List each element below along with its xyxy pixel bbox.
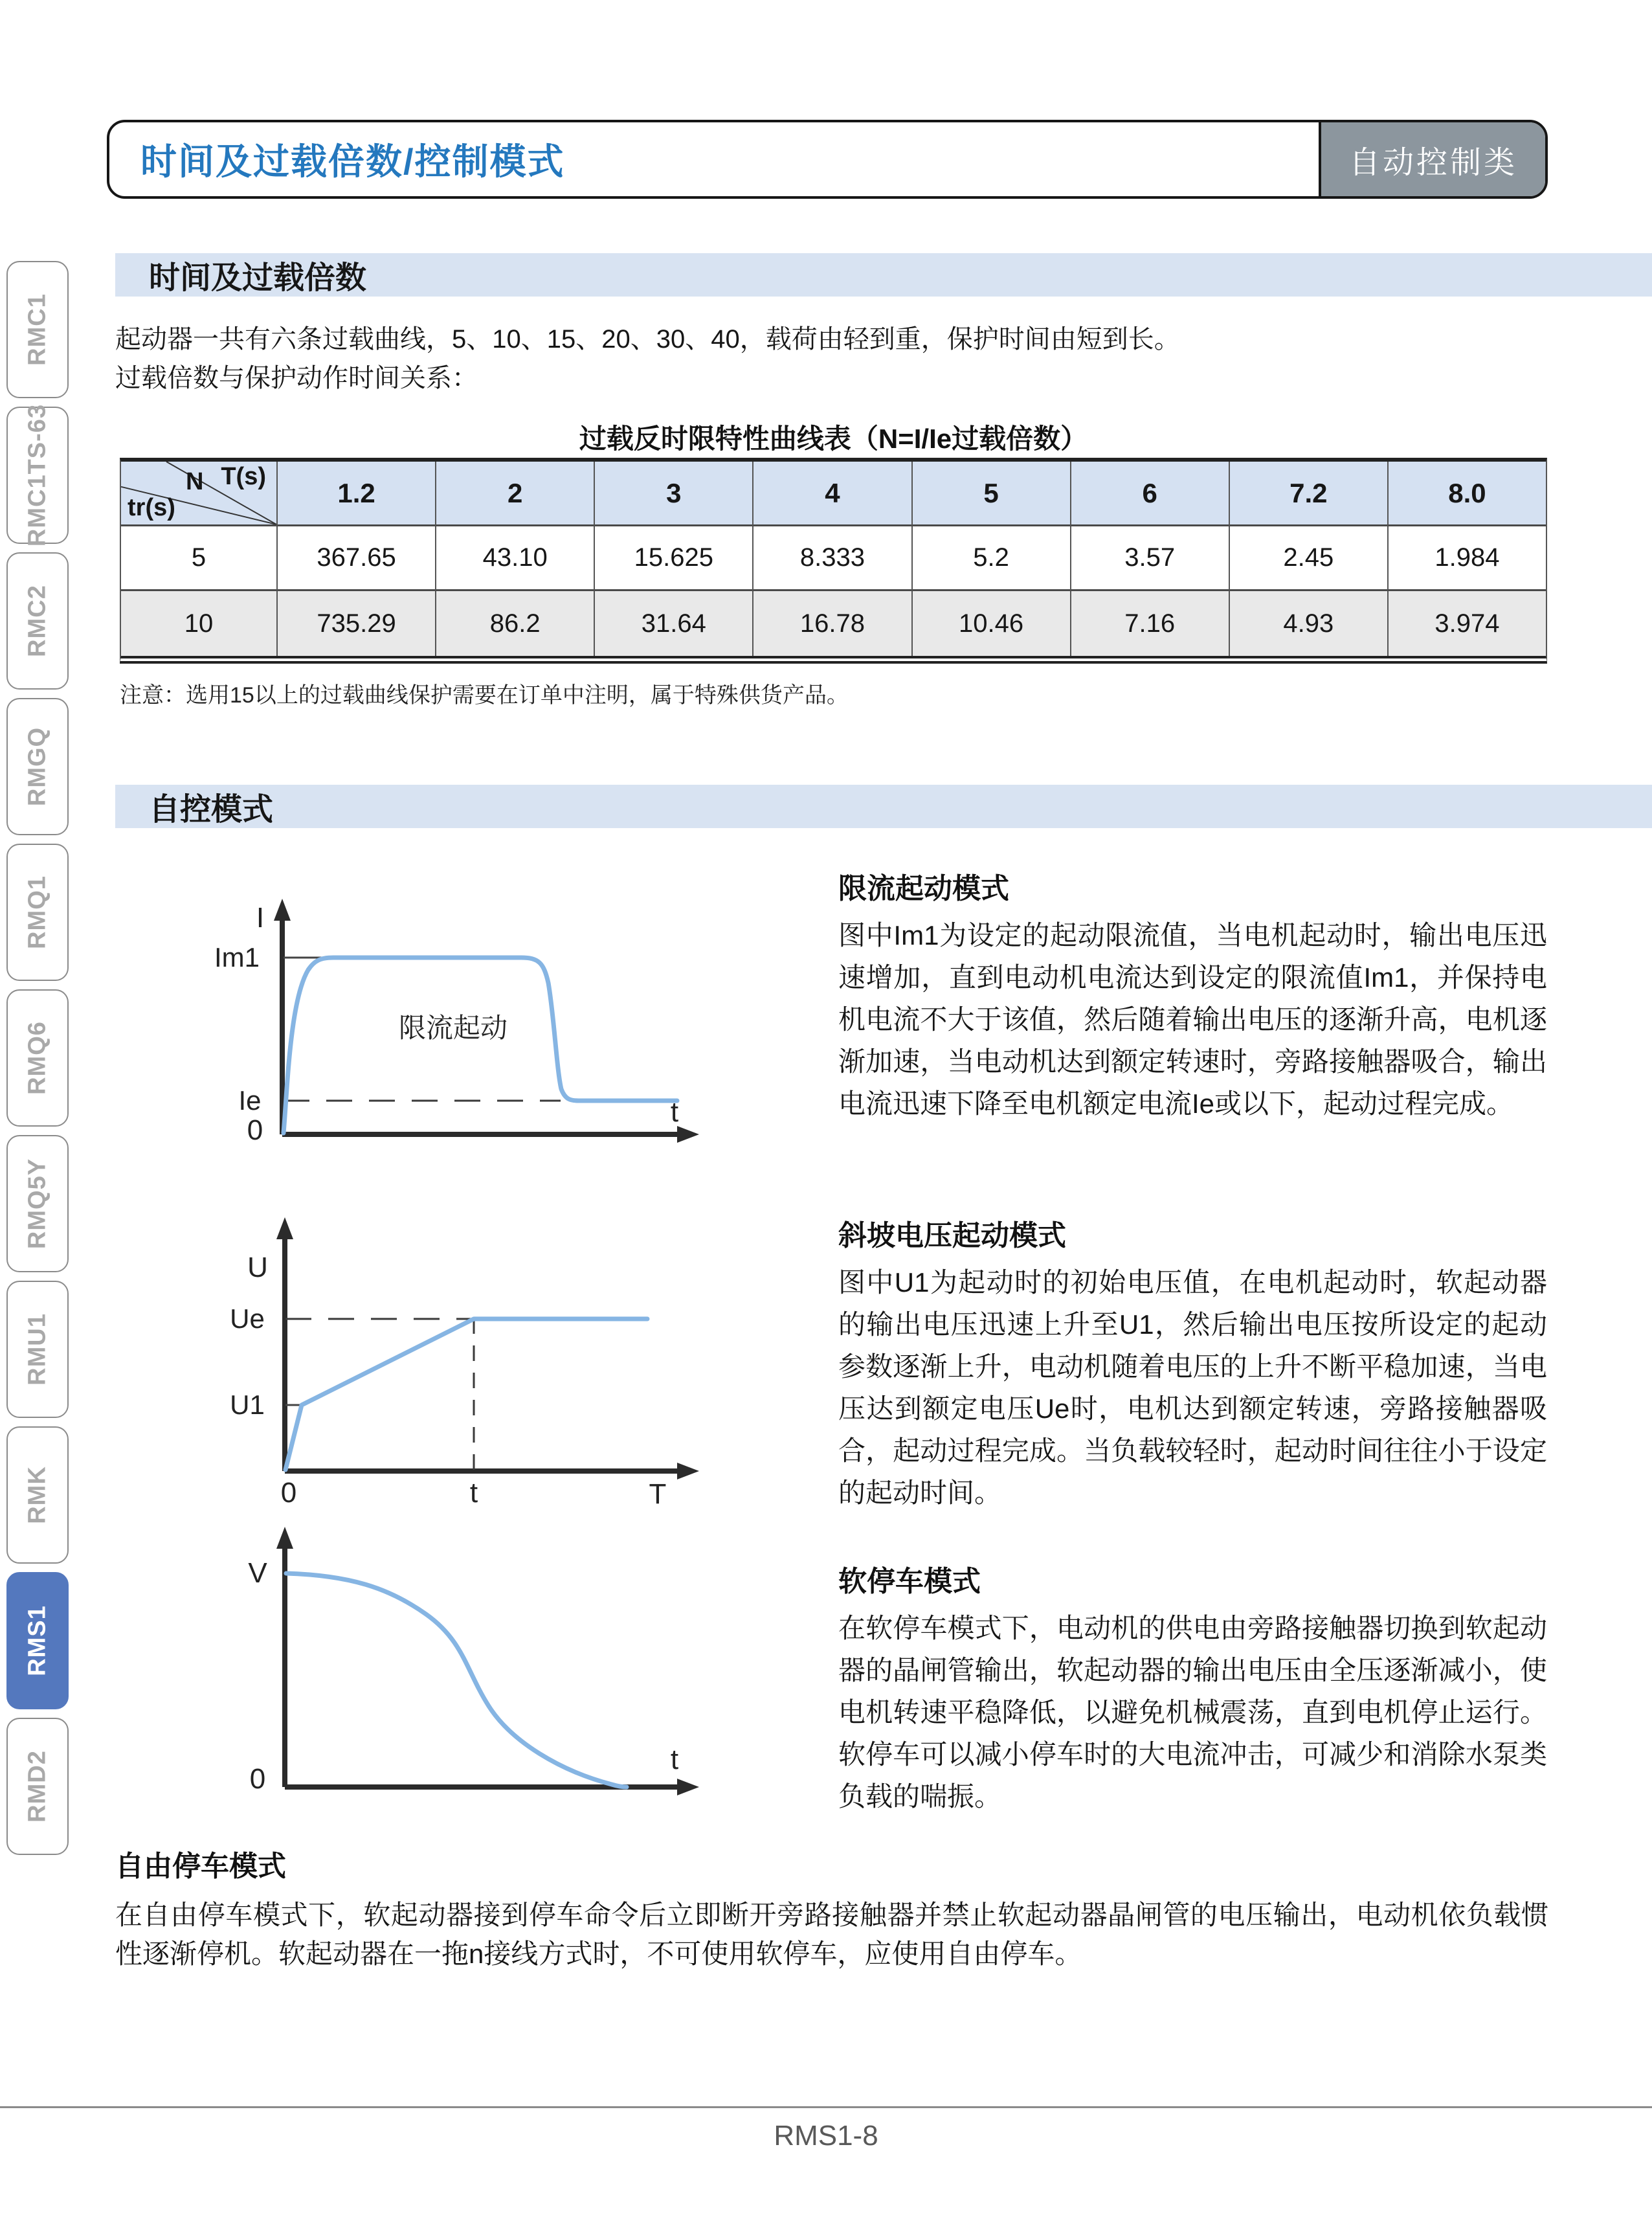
table-cell: 15.625	[594, 526, 752, 591]
table-col-header: 1.2	[276, 462, 435, 526]
sidebar-tab-label: RMK	[23, 1466, 51, 1524]
soft-stop-chart-canvas	[194, 1522, 712, 1813]
corner-label-N: N	[186, 468, 204, 495]
sidebar-tab-label: RMU1	[23, 1313, 51, 1386]
table-cell: 367.65	[276, 526, 435, 591]
ue-tick-label: Ue	[230, 1303, 265, 1334]
sidebar-tab-rms1[interactable]	[6, 1572, 69, 1709]
x-axis-arrow-icon	[677, 1463, 699, 1479]
free-stop-heading: 自由停车模式	[115, 1850, 286, 1882]
soft-stop-chart	[194, 1522, 712, 1813]
table-cell: 5.2	[911, 526, 1070, 591]
table-col-header: 3	[594, 462, 752, 526]
table-cell: 3.974	[1387, 591, 1546, 656]
sidebar-tab-rmq5y[interactable]	[6, 1135, 69, 1272]
page-number: RMS1-8	[774, 2120, 878, 2152]
origin-label: 0	[280, 1477, 297, 1509]
sidebar-tab-label: RMC1	[23, 293, 51, 366]
sidebar-tab-rmc1ts-63[interactable]	[6, 403, 69, 547]
table-col-header: 6	[1070, 462, 1229, 526]
mode-heading: 限流起动模式	[838, 873, 1009, 905]
table-cell: 86.2	[435, 591, 594, 656]
table-col-header: 8.0	[1387, 462, 1546, 526]
x-axis-arrow-icon	[677, 1779, 699, 1795]
table-row-label: 10	[121, 591, 276, 656]
sidebar-tab-rmc2[interactable]	[6, 552, 69, 690]
table-col-header: 2	[435, 462, 594, 526]
table-cell: 1.984	[1387, 526, 1546, 591]
ie-tick-label: Ie	[238, 1085, 262, 1116]
table-row-label: 5	[121, 526, 276, 591]
category-tab[interactable]: 自动控制类	[1319, 122, 1545, 196]
overload-table	[120, 458, 1547, 664]
origin-label: 0	[249, 1763, 266, 1795]
page-header-bar	[107, 120, 1548, 199]
table-col-header: 7.2	[1229, 462, 1387, 526]
sidebar	[6, 261, 71, 1863]
sidebar-tab-label: RMC2	[23, 585, 51, 657]
sidebar-tab-label: RMS1	[23, 1605, 51, 1676]
free-stop-section	[115, 1843, 1548, 1973]
free-stop-body: 在自由停车模式下，软起动器接到停车命令后立即断开旁路接触器并禁止软起动器晶闸管的电压输出，电动机依负载惯性逐渐停机。软起动器在一拖n接线方式时，不可使用软停车，应使用自由停车。	[115, 1900, 1548, 1969]
page-title: 时间及过载倍数/控制模式	[140, 141, 565, 182]
table-note: 注意：选用15以上的过载曲线保护需要在订单中注明，属于特殊供货产品。	[120, 683, 849, 708]
t-tick-label: t	[469, 1477, 478, 1509]
y-axis-arrow-icon	[276, 1217, 293, 1239]
mode-block-current-limit	[838, 865, 1547, 1125]
mode-heading: 软停车模式	[838, 1566, 981, 1597]
section-title: 时间及过载倍数	[149, 261, 367, 295]
sidebar-tab-rmq1[interactable]	[6, 844, 69, 981]
mode-body: 图中Im1为设定的起动限流值，当电机起动时，输出电压迅速增加，直到电动机电流达到设定的限流值Im1，并保持电机电流不大于该值，然后随着输出电压的逐渐升高，电机逐渐加速，当电动机达到额定转速时，旁路接触器吸合，输出电流迅速下降至电机额定电流Ie或以下，起动过程完成。	[838, 920, 1547, 1119]
table-cell: 31.64	[594, 591, 752, 656]
y-axis-label: V	[248, 1557, 267, 1589]
soft-stop-curve	[286, 1573, 627, 1787]
mode-heading: 斜坡电压起动模式	[838, 1220, 1066, 1252]
mode-block-ramp-voltage	[838, 1212, 1547, 1514]
table-cell: 43.10	[435, 526, 594, 591]
section-title: 自控模式	[149, 793, 274, 827]
current-limit-start-chart	[194, 894, 712, 1152]
corner-label-tr: tr(s)	[128, 494, 175, 521]
table-col-header: 5	[911, 462, 1070, 526]
intro-paragraph	[115, 320, 1547, 398]
intro-line-1: 起动器一共有六条过载曲线，5、10、15、20、30、40，载荷由轻到重，保护时间由短到长。	[115, 325, 1180, 354]
y-axis-label: U	[247, 1252, 268, 1283]
sidebar-tab-rmu1[interactable]	[6, 1281, 69, 1418]
table-cell: 4.93	[1229, 591, 1387, 656]
sidebar-tab-rmc1[interactable]	[6, 261, 69, 398]
voltage-curve	[285, 1319, 647, 1470]
sidebar-tab-label: RMQ5Y	[23, 1158, 51, 1250]
x-axis-label: t	[670, 1096, 679, 1128]
y-axis-label: I	[256, 902, 265, 934]
table-title: 过载反时限特性曲线表（N=I/Ie过载倍数）	[579, 423, 1088, 454]
table-col-header: 4	[752, 462, 911, 526]
x-axis-arrow-icon	[677, 1126, 699, 1143]
section-header-overload	[115, 253, 1652, 297]
sidebar-tab-label: RMGQ	[23, 726, 51, 807]
chart-annotation: 限流起动	[398, 1013, 508, 1043]
sidebar-tab-label: RMC1TS-63	[23, 403, 51, 547]
origin-label: 0	[247, 1114, 263, 1146]
sidebar-tab-rmgq[interactable]	[6, 698, 69, 835]
y-axis-arrow-icon	[276, 1527, 293, 1549]
table-corner-cell	[121, 462, 276, 526]
table-cell: 2.45	[1229, 526, 1387, 591]
ramp-voltage-chart-canvas	[194, 1211, 712, 1515]
mode-body: 在软停车模式下，电动机的供电由旁路接触器切换到软起动器的晶闸管输出，软起动器的输出电压由全压逐渐减小，使电机转速平稳降低，以避免机械震荡，直到电机停止运行。软停车可以减小停车时的大电流冲击，可减少和消除水泵类负载的喘振。	[838, 1613, 1547, 1812]
table-cell: 16.78	[752, 591, 911, 656]
mode-body: 图中U1为起动时的初始电压值，在电机起动时，软起动器的输出电压迅速上升至U1，然后输出电压按所设定的起动参数逐渐上升，电动机随着电压的上升不断平稳加速，当电压达到额定电压Ue时，电机达到额定转速，旁路接触器吸合，起动过程完成。当负载较轻时，起动时间往往小于设定的起动时间。	[838, 1267, 1547, 1508]
sidebar-tab-rmk[interactable]	[6, 1426, 69, 1564]
u1-tick-label: U1	[230, 1389, 265, 1420]
sidebar-tab-label: RMQ6	[23, 1021, 51, 1095]
table-cell: 3.57	[1070, 526, 1229, 591]
sidebar-tab-rmq6[interactable]	[6, 989, 69, 1127]
im1-tick-label: Im1	[214, 942, 260, 972]
y-axis-arrow-icon	[274, 899, 291, 921]
corner-label-T: T(s)	[221, 463, 266, 490]
sidebar-tab-label: RMQ1	[23, 875, 51, 949]
section-header-auto-mode	[115, 785, 1652, 828]
table-cell: 7.16	[1070, 591, 1229, 656]
sidebar-tab-label: RMD2	[23, 1750, 51, 1823]
mode-block-soft-stop	[838, 1558, 1547, 1817]
sidebar-tab-rmd2[interactable]	[6, 1718, 69, 1855]
x-axis-label: t	[670, 1744, 679, 1775]
table-cell: 10.46	[911, 591, 1070, 656]
ramp-voltage-start-chart	[194, 1211, 712, 1515]
table-cell: 735.29	[276, 591, 435, 656]
table-cell: 8.333	[752, 526, 911, 591]
x-axis-label: T	[649, 1478, 667, 1510]
intro-line-2: 过载倍数与保护动作时间关系：	[115, 364, 478, 392]
footer-divider	[0, 2106, 1652, 2108]
